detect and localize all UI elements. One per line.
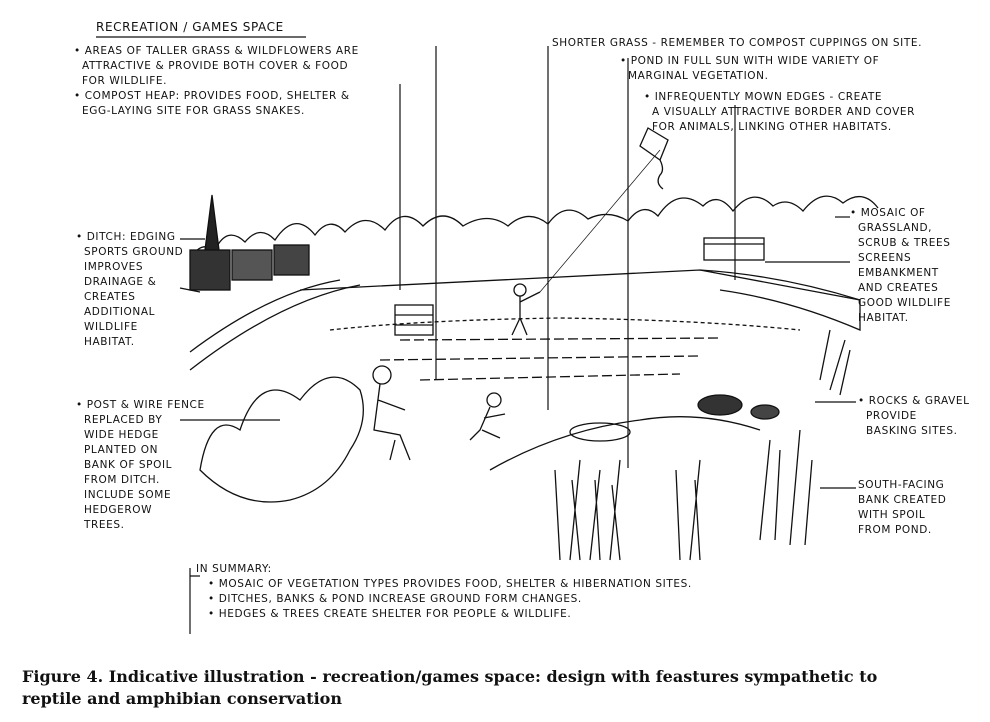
house-left-3 xyxy=(274,245,309,275)
note-line: HABITAT. xyxy=(84,336,135,348)
house-right xyxy=(704,238,764,260)
caption-line-2: reptile and amphibian conservation xyxy=(22,689,342,708)
house-left-2 xyxy=(232,250,272,280)
note-line: PLANTED ON xyxy=(84,444,159,456)
note-line: WILDLIFE xyxy=(84,321,138,333)
field-horizon xyxy=(300,270,860,300)
note-line: BASKING SITES. xyxy=(866,425,958,437)
note-line: MARGINAL VEGETATION. xyxy=(628,70,769,82)
note-ditch xyxy=(76,230,183,350)
note-line: EGG-LAYING SITE FOR GRASS SNAKES. xyxy=(82,105,305,117)
note-line: • POST & WIRE FENCE xyxy=(76,399,205,411)
note-pond xyxy=(620,54,879,84)
kite-tail xyxy=(658,160,663,189)
note-line: HABITAT. xyxy=(858,312,909,324)
pond-edge xyxy=(330,318,800,330)
caption-line-1: Figure 4. Indicative illustration - recreation/games space: design with feastures sympathetic to xyxy=(22,667,878,686)
church-spire xyxy=(205,195,219,250)
note-line: GRASSLAND, xyxy=(858,222,933,234)
embankment xyxy=(700,270,860,330)
note-line: BANK CREATED xyxy=(858,494,947,506)
note-line: A VISUALLY ATTRACTIVE BORDER AND COVER xyxy=(652,106,915,118)
summary-heading: IN SUMMARY: xyxy=(196,563,272,575)
note-line: SPORTS GROUND xyxy=(84,246,184,258)
summary-item: • MOSAIC OF VEGETATION TYPES PROVIDES FOOD, SHELTER & HIBERNATION SITES. xyxy=(208,578,692,590)
child-figure xyxy=(470,393,505,440)
diagram-title: RECREATION / GAMES SPACE xyxy=(96,20,284,34)
house-left-1 xyxy=(190,250,230,290)
note-line: • MOSAIC OF xyxy=(850,207,926,219)
note-line: PROVIDE xyxy=(866,410,917,422)
note-fence xyxy=(76,398,205,533)
rock-1 xyxy=(698,395,742,415)
bank-outline xyxy=(490,417,760,470)
reeds xyxy=(555,330,850,560)
note-line: • POND IN FULL SUN WITH WIDE VARIETY OF xyxy=(620,55,880,67)
note-line: SCRUB & TREES xyxy=(858,237,951,249)
note-shorter-grass: SHORTER GRASS - REMEMBER TO COMPOST CUPPINGS ON SITE. xyxy=(552,37,923,49)
note-line: REPLACED BY xyxy=(84,414,163,426)
summary-item: • HEDGES & TREES CREATE SHELTER FOR PEOPLE & WILDLIFE. xyxy=(208,608,572,620)
note-line: • DITCH: EDGING xyxy=(76,231,176,243)
ditch-line-1 xyxy=(190,285,360,370)
note-line: WITH SPOIL xyxy=(858,509,926,521)
note-line: ADDITIONAL xyxy=(84,306,156,318)
note-taller-grass xyxy=(74,44,359,119)
note-line: WIDE HEDGE xyxy=(84,429,159,441)
note-line: SOUTH-FACING xyxy=(858,479,945,491)
note-line: CREATES xyxy=(84,291,136,303)
note-line: EMBANKMENT xyxy=(858,267,939,279)
note-line: FROM POND. xyxy=(858,524,932,536)
note-line: • ROCKS & GRAVEL xyxy=(858,395,970,407)
summary-block xyxy=(196,562,692,622)
kite-flyer xyxy=(512,150,660,335)
hedge-foreground xyxy=(200,377,363,502)
ditch-line-2 xyxy=(190,280,340,352)
note-line: FROM DITCH. xyxy=(84,474,160,486)
note-line: • INFREQUENTLY MOWN EDGES - CREATE xyxy=(644,91,883,103)
figure-caption xyxy=(22,666,922,710)
note-line: IMPROVES xyxy=(84,261,144,273)
note-line: AND CREATES xyxy=(858,282,939,294)
seated-person xyxy=(373,366,410,460)
note-mosaic xyxy=(850,206,951,326)
note-line: HEDGEROW xyxy=(84,504,153,516)
note-line: BANK OF SPOIL xyxy=(84,459,173,471)
note-mown-edges xyxy=(644,90,915,135)
note-line: INCLUDE SOME xyxy=(84,489,172,501)
note-line: ATTRACTIVE & PROVIDE BOTH COVER & FOOD xyxy=(82,60,349,72)
summary-item: • DITCHES, BANKS & POND INCREASE GROUND FORM CHANGES. xyxy=(208,593,582,605)
note-line: FOR WILDLIFE. xyxy=(82,75,168,87)
note-line: GOOD WILDLIFE xyxy=(858,297,951,309)
compost-heap xyxy=(395,305,433,335)
note-line: TREES. xyxy=(84,519,125,531)
note-line: • AREAS OF TALLER GRASS & WILDFLOWERS ARE xyxy=(74,45,359,57)
note-rocks xyxy=(858,394,970,439)
note-south-bank xyxy=(858,478,946,538)
note-line: FOR ANIMALS, LINKING OTHER HABITATS. xyxy=(652,121,892,133)
note-line: SCREENS xyxy=(858,252,912,264)
note-line: • COMPOST HEAP: PROVIDES FOOD, SHELTER & xyxy=(74,90,350,102)
rock-2 xyxy=(751,405,779,419)
note-line: DRAINAGE & xyxy=(84,276,157,288)
